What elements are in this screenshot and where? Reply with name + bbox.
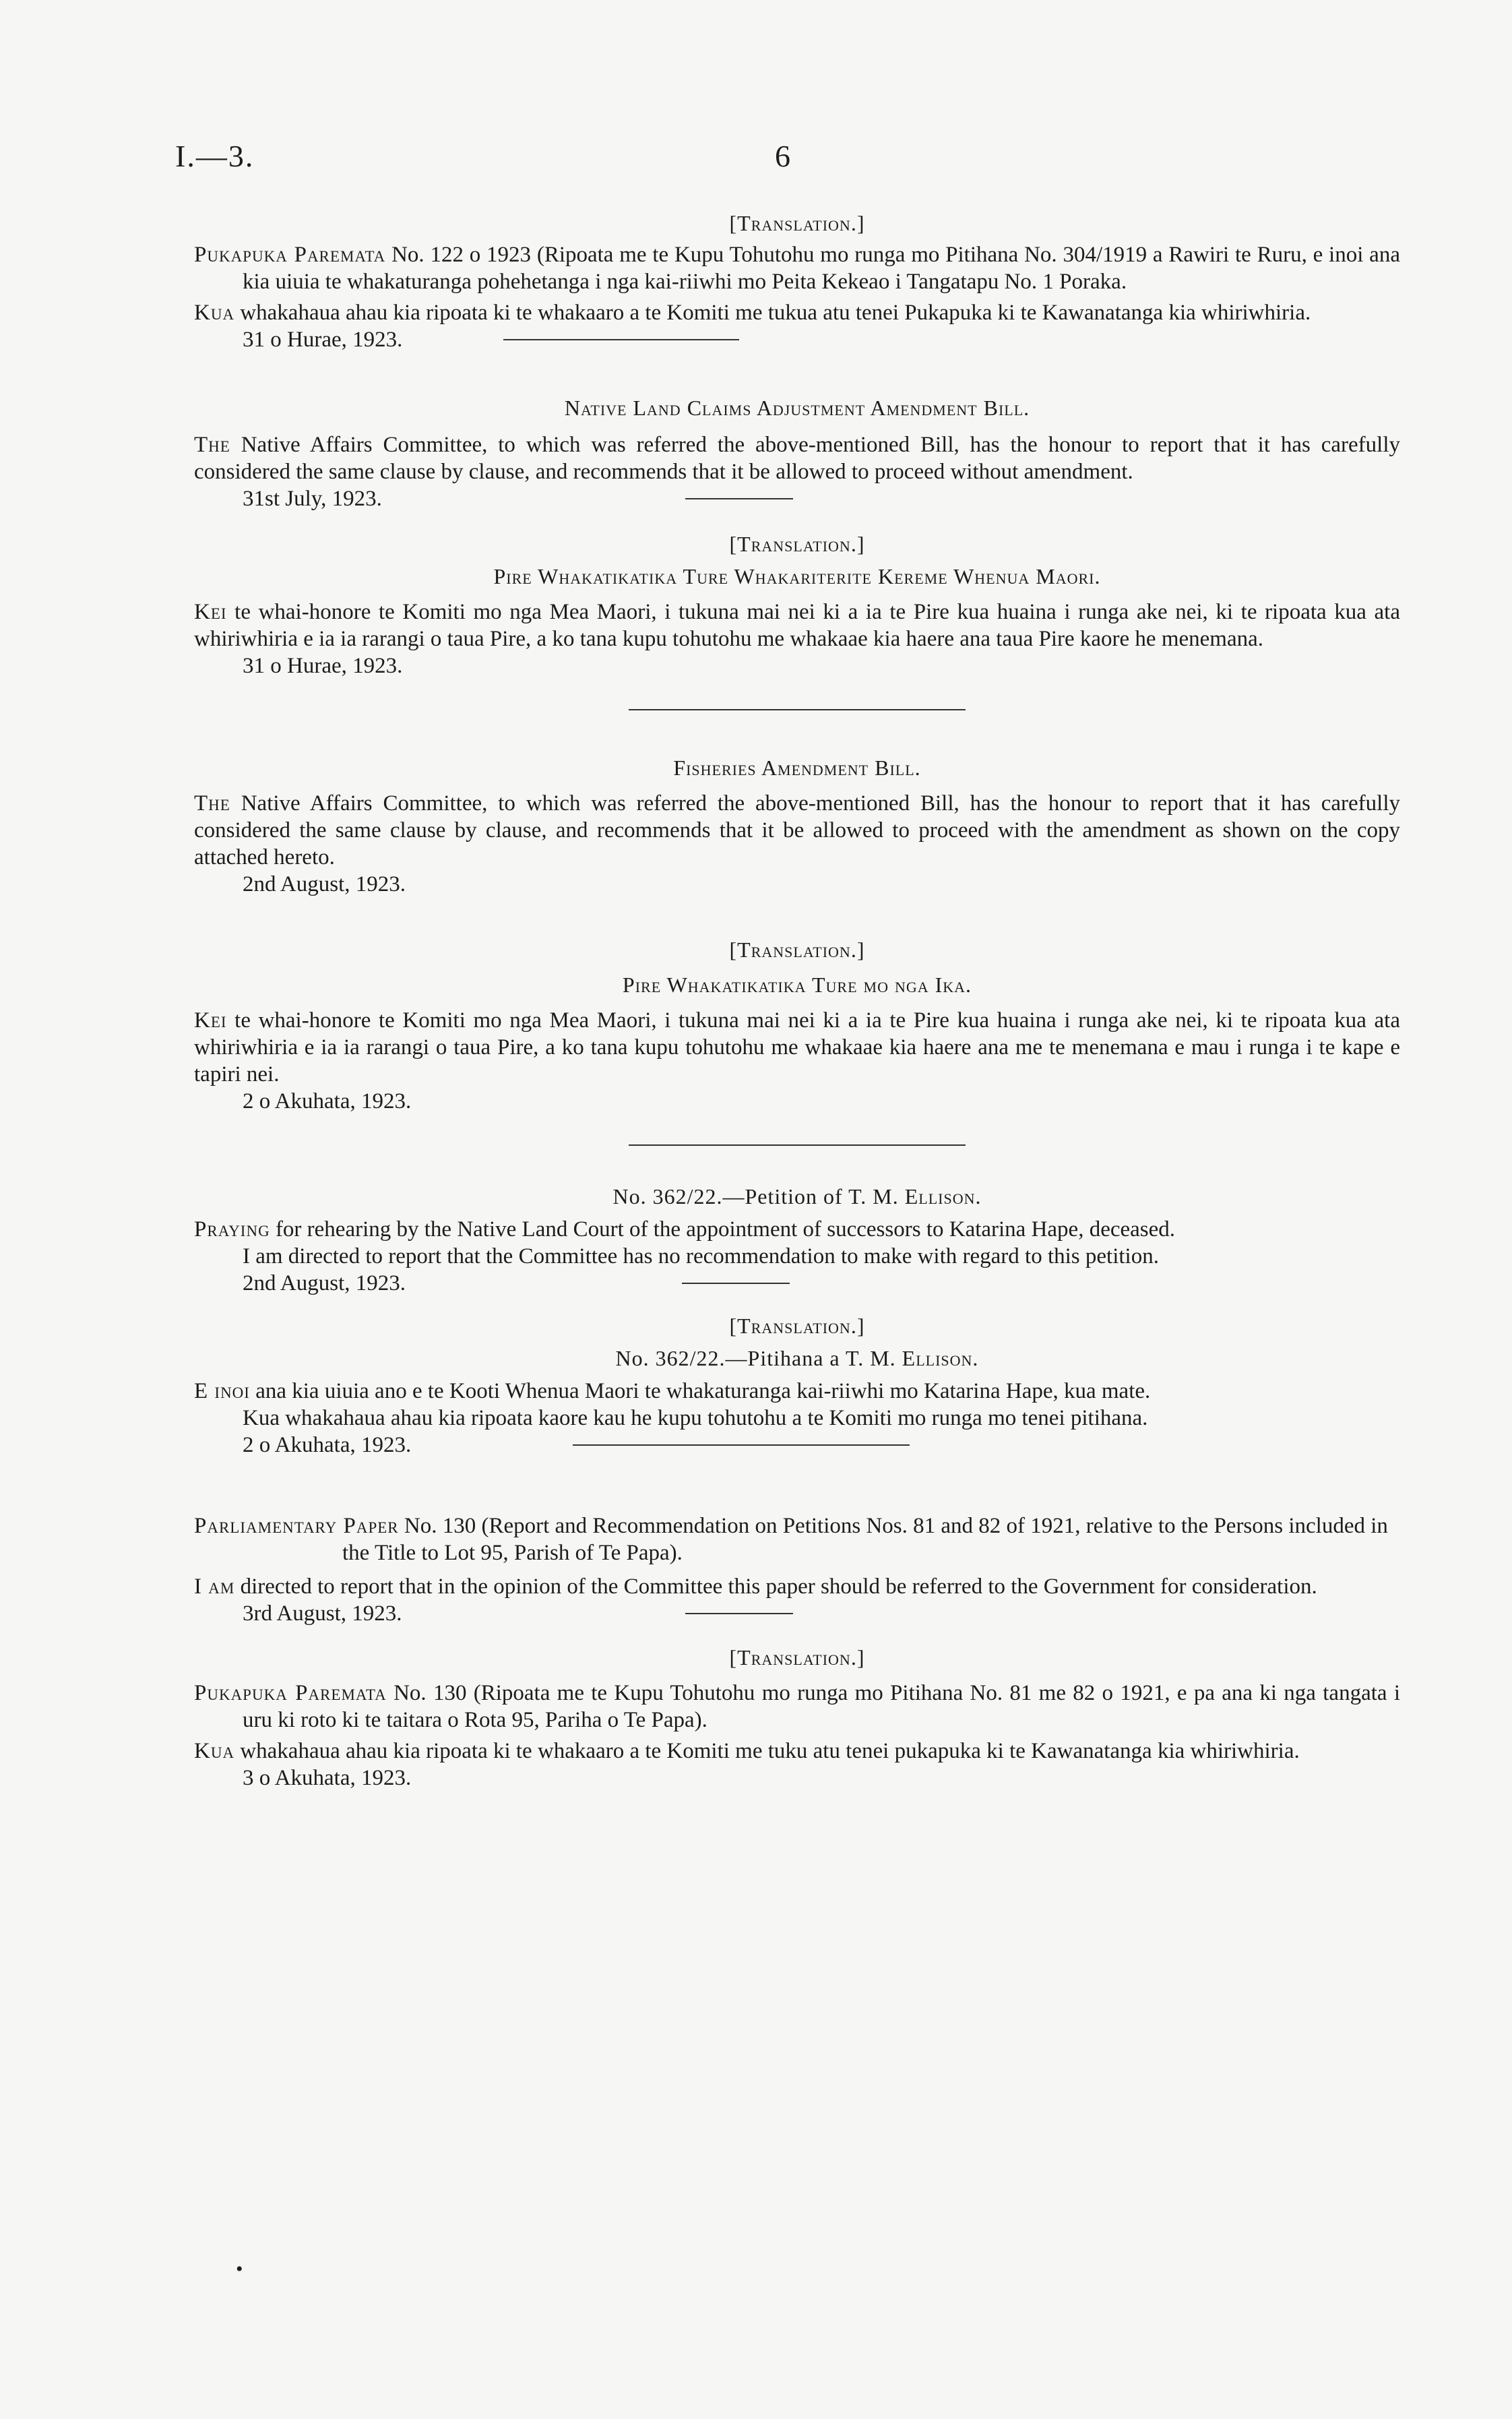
date-line: 2nd August, 1923. xyxy=(243,872,406,896)
date-line: 2 o Akuhata, 1923. xyxy=(243,1433,412,1457)
paragraph-text: te whai-honore te Komiti mo nga Mea Maori, i tukuna mai nei ki a ia te Pire kua huaina i runga ake nei, ki te ripoata kua ata whiriwhiria e ia ia rarangi o taua Pire, a ko tana kupu tohutohu me whakaae kia haere ana me te menemana e mau i runga i te kape e tapiri nei. xyxy=(194,1008,1400,1086)
paragraph-text: No. 130 (Ripoata me te Kupu Tohutohu mo runga mo Pitihana No. 81 me 82 o 1921, e pa ana ki nga tangata i uru ki roto ki te taitara o Rota 95, Pariha o Te Papa). xyxy=(243,1681,1400,1732)
paragraph-lead: Pukapuka Paremata xyxy=(194,243,386,267)
paragraph xyxy=(194,1573,1400,1600)
paragraph-text: directed to report that in the opinion of the Committee this paper should be referred to the Government for consideration. xyxy=(240,1574,1317,1599)
paragraph xyxy=(194,431,1400,485)
paragraph xyxy=(194,1216,1400,1243)
document-body xyxy=(194,209,1400,1792)
paper-reference: I.—3. xyxy=(175,139,255,173)
divider xyxy=(685,1613,793,1614)
divider xyxy=(573,1444,910,1446)
paragraph-lead: The xyxy=(194,791,230,816)
paragraph: I am directed to report that the Committee has no recommendation to make with regard to this petition. xyxy=(243,1244,1159,1268)
paragraph xyxy=(194,599,1400,652)
divider xyxy=(503,339,739,340)
paragraph-lead: Praying xyxy=(194,1217,270,1242)
section-heading: [Translation.] xyxy=(729,532,865,556)
date-line: 31st July, 1923. xyxy=(243,487,382,511)
date-line: 2nd August, 1923. xyxy=(243,1271,406,1295)
section-heading: [Translation.] xyxy=(729,1645,865,1670)
section-fisheries-bill xyxy=(194,754,1400,898)
section-heading: [Translation.] xyxy=(729,938,865,962)
paragraph-lead: Pukapuka Paremata xyxy=(194,1681,387,1705)
date-line: 31 o Hurae, 1923. xyxy=(243,654,403,678)
heading-text: No. 130 (Report and Recommendation on Petitions Nos. 81 and 82 of 1921, relative to the Persons included in the Title to Lot 95, Parish of Te Papa). xyxy=(342,1514,1388,1565)
paragraph-text: te whai-honore te Komiti mo nga Mea Maori, i tukuna mai nei ki a ia te Pire kua huaina i runga ake nei, ki te ripoata kua ata whiriwhiria e ia ia rarangi o taua Pire, a ko tana kupu tohutohu me whakaae kia haere ana taua Pire kaore he menemana. xyxy=(194,600,1400,651)
section-parliamentary-paper xyxy=(194,1512,1400,1627)
paragraph xyxy=(194,790,1400,871)
section-heading xyxy=(194,1512,1400,1566)
section-heading: Native Land Claims Adjustment Amendment Bill. xyxy=(564,396,1030,420)
date-line: 31 o Hurae, 1923. xyxy=(243,328,403,352)
paragraph xyxy=(194,1007,1400,1088)
section-translation-9 xyxy=(194,1643,1400,1792)
heading-text: No. 362/22.—Petition of T. M. xyxy=(612,1184,899,1208)
paragraph-lead: E inoi xyxy=(194,1379,250,1403)
paragraph-text: Native Affairs Committee, to which was referred the above-mentioned Bill, has the honour to report that it has carefully considered the same clause by clause, and recommends that it be allowed to proceed with the amendment as shown on the copy attached hereto. xyxy=(194,791,1401,869)
paragraph-lead: The xyxy=(194,433,230,457)
paragraph-text: whakahaua ahau kia ripoata ki te whakaaro a te Komiti me tuku atu tenei pukapuka ki te Kawanatanga kia whiriwhiria. xyxy=(240,1739,1300,1763)
heading-name: Ellison. xyxy=(904,1184,982,1208)
paragraph-lead: Kei xyxy=(194,1008,227,1033)
date-line: 3 o Akuhata, 1923. xyxy=(243,1766,412,1790)
divider xyxy=(685,498,793,499)
section-heading: [Translation.] xyxy=(729,211,865,235)
divider xyxy=(682,1283,790,1284)
date-line: 2 o Akuhata, 1923. xyxy=(243,1089,412,1113)
paragraph-lead: I am xyxy=(194,1574,235,1599)
heading-lead: Parliamentary Paper xyxy=(194,1514,399,1538)
section-petition-ellison xyxy=(194,1182,1400,1297)
heading-name: Ellison. xyxy=(902,1346,979,1370)
paragraph-lead: Kua xyxy=(194,1739,235,1763)
section-translation-7 xyxy=(194,1312,1400,1459)
section-translation-5 xyxy=(194,936,1400,1146)
paragraph-lead: Kua xyxy=(194,301,235,325)
paragraph-text: No. 122 o 1923 (Ripoata me te Kupu Tohutohu mo runga mo Pitihana No. 304/1919 a Rawiri te Ruru, e inoi ana kia uiuia te whakaturanga pohehetanga i nga kai-riiwhi mo Peita Kekeao i Tangatapu No. 1 Poraka. xyxy=(243,243,1400,294)
divider xyxy=(629,709,966,710)
paragraph xyxy=(194,299,1400,326)
paragraph-text: for rehearing by the Native Land Court of the appointment of successors to Katarina Hape, deceased. xyxy=(275,1217,1176,1242)
paragraph xyxy=(194,1680,1400,1734)
section-native-land-claims-bill xyxy=(194,394,1400,512)
paragraph-lead: Kei xyxy=(194,600,227,624)
section-subheading: Pire Whakatikatika Ture mo nga Ika. xyxy=(622,973,972,997)
paragraph-text: ana kia uiuia ano e te Kooti Whenua Maori te whakaturanga kai-riiwhi mo Katarina Hape, kua mate. xyxy=(255,1379,1151,1403)
section-heading xyxy=(194,1182,1400,1211)
paragraph xyxy=(194,1738,1400,1765)
paragraph-text: whakahaua ahau kia ripoata ki te whakaaro a te Komiti me tukua atu tenei Pukapuka ki te Kawanatanga kia whiriwhiria. xyxy=(240,301,1311,325)
paragraph-text: Native Affairs Committee, to which was referred the above-mentioned Bill, has the honour to report that it has carefully considered the same clause by clause, and recommends that it be allowed to proceed without amendment. xyxy=(194,433,1401,484)
section-heading: Fisheries Amendment Bill. xyxy=(673,756,921,780)
section-translation-1 xyxy=(194,209,1400,353)
date-line: 3rd August, 1923. xyxy=(243,1601,402,1626)
paragraph: Kua whakahaua ahau kia ripoata kaore kau he kupu tohutohu a te Komiti mo runga mo tenei pitihana. xyxy=(243,1406,1148,1430)
paragraph xyxy=(194,1378,1400,1405)
section-subheading: Pire Whakatikatika Ture Whakariterite Kereme Whenua Maori. xyxy=(493,564,1101,588)
section-subheading xyxy=(194,1344,1400,1372)
page-number: 6 xyxy=(775,139,790,173)
ink-speck: • xyxy=(236,2258,243,2280)
section-heading: [Translation.] xyxy=(729,1314,865,1338)
paragraph xyxy=(194,241,1400,295)
section-translation-3 xyxy=(194,530,1400,710)
divider xyxy=(629,1144,966,1146)
heading-text: No. 362/22.—Pitihana a T. M. xyxy=(615,1346,896,1370)
